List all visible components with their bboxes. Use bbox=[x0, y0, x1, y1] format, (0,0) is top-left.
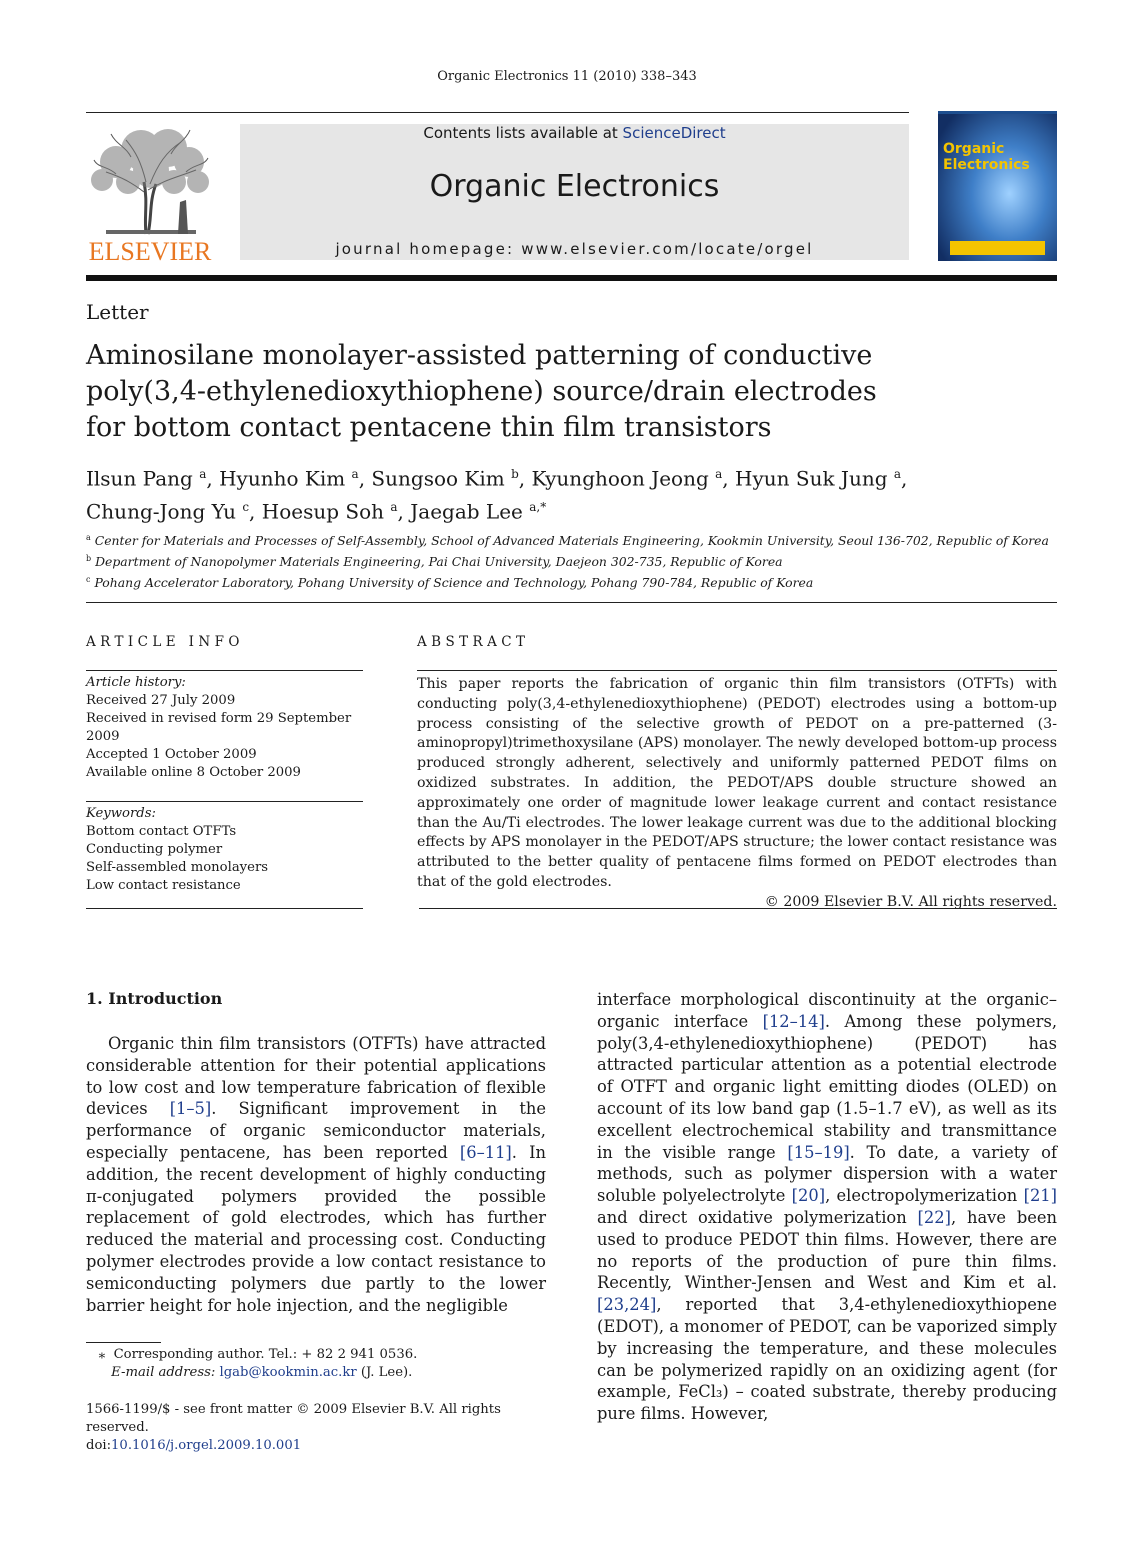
footnote-text: Corresponding author. Tel.: + 82 2 941 0536. bbox=[113, 1347, 418, 1362]
body-text: , electropolymerization bbox=[825, 1186, 1024, 1206]
affiliation: $^a$ Center for Materials and Processes of Self-Assembly, School of Advanced Materials Engineering, Kookmin University, Seoul 136-702, Republic of Korea bbox=[86, 533, 1049, 549]
cover-title-1: Organic bbox=[943, 141, 1005, 157]
author-name: Chung-Jong Yu bbox=[86, 499, 236, 524]
citation-link[interactable]: [15–19] bbox=[787, 1142, 850, 1162]
citation-link[interactable]: [21] bbox=[1023, 1186, 1058, 1206]
body-text: , have been used to produce PEDOT thin films. However, there are no reports of the production of pure thin films. Recently, Winther-Jensen and West and Kim et al. bbox=[597, 1207, 1057, 1293]
history-item: 2009 bbox=[86, 729, 120, 744]
journal-name: Organic Electronics bbox=[429, 169, 720, 204]
body-text: interface morphological discontinuity at the organic–organic interface bbox=[597, 990, 1057, 1031]
citation-link[interactable]: [6–11] bbox=[459, 1142, 512, 1162]
section-rule bbox=[86, 602, 1057, 603]
title-line: Aminosilane monolayer-assisted patterning of conductive bbox=[86, 340, 873, 371]
intro-heading: 1. Introduction bbox=[86, 989, 223, 1008]
author-name: Jaegab Lee bbox=[410, 499, 523, 524]
abstract-heading: ABSTRACT bbox=[417, 634, 530, 650]
info-rule bbox=[86, 670, 363, 671]
keyword: Self-assembled monolayers bbox=[86, 860, 269, 875]
author-affil-mark[interactable]: a bbox=[893, 467, 902, 481]
affiliation: $^b$ Department of Nanopolymer Materials Engineering, Pai Chai University, Daejeon 302-735, Republic of Korea bbox=[86, 554, 783, 570]
body-text: . To date, a variety of methods, such as polymer dispersion with a water soluble polyelectrolyte bbox=[597, 1142, 1057, 1206]
doi-label: doi: bbox=[86, 1438, 112, 1453]
cover-title-2: Electronics bbox=[943, 157, 1030, 173]
intro-column-left bbox=[86, 1033, 546, 1316]
history-item: Received 27 July 2009 bbox=[86, 693, 236, 708]
footnote-mark: ⁎ bbox=[98, 1347, 106, 1362]
sciencedirect-link[interactable]: ScienceDirect bbox=[622, 124, 726, 142]
title-line: for bottom contact pentacene thin film transistors bbox=[86, 412, 772, 443]
author-name: Sungsoo Kim bbox=[371, 466, 505, 491]
author-affil-mark[interactable]: a bbox=[351, 467, 359, 481]
body-text: . In addition, the recent development of highly conducting π-conjugated polymers provided the possible replacement of gold electrodes, which has further reduced the material and processing cost. Conducting polymer electrodes provide a low contact resistance to semiconducting polymers due partly to the lower barrier height for hole injection, and the negligible bbox=[86, 1142, 546, 1315]
citation-link[interactable]: [23,24] bbox=[597, 1295, 657, 1315]
author-affil-mark[interactable]: a bbox=[390, 499, 398, 514]
article-info-heading: ARTICLE INFO bbox=[86, 634, 244, 650]
abstract-copyright: © 2009 Elsevier B.V. All rights reserved. bbox=[764, 893, 1057, 910]
affiliations bbox=[86, 529, 1066, 592]
elsevier-wordmark: ELSEVIER bbox=[88, 237, 212, 264]
article-title bbox=[86, 338, 1046, 446]
email-label: E-mail address: bbox=[111, 1365, 220, 1380]
author-name: Hoesup Soh bbox=[261, 499, 385, 524]
keyword: Bottom contact OTFTs bbox=[86, 824, 237, 839]
citation-link[interactable]: [20] bbox=[791, 1186, 826, 1206]
top-rule bbox=[86, 112, 909, 113]
author-name: Hyun Suk Jung bbox=[735, 466, 888, 491]
intro-column-right bbox=[597, 989, 1057, 1425]
header-rule bbox=[86, 275, 1057, 281]
body-text: and direct oxidative polymerization bbox=[597, 1207, 918, 1227]
author-affil-mark[interactable]: c bbox=[242, 499, 250, 514]
body-text: . Among these polymers, poly(3,4-ethylenedioxythiophene) (PEDOT) has attracted particular attention as a potential electrode of OTFT and organic light emitting diodes (OLED) on account of its low band gap (1.5–1.7 eV), as well as its excellent electrochemical stability and transmittance in the visible range bbox=[597, 1011, 1057, 1162]
history-label: Article history: bbox=[86, 675, 186, 690]
citation-link[interactable]: [12–14] bbox=[762, 1011, 825, 1031]
email-link[interactable]: lgab@kookmin.ac.kr bbox=[219, 1365, 357, 1380]
article-history bbox=[86, 674, 366, 782]
keywords-label: Keywords: bbox=[86, 806, 156, 821]
journal-cover[interactable] bbox=[938, 111, 1057, 261]
author-affil-mark[interactable]: a bbox=[199, 467, 207, 481]
abstract-text: This paper reports the fabrication of organic thin film transistors (OTFTs) with conducting poly(3,4-ethylenedioxythiophene) (PEDOT) electrodes using a bottom-up process consisting of the selective growth of PEDOT on a pre-patterned (3-aminopropyl)trimethoxysilane (APS) monolayer. The newly developed bottom-up process produced strongly adherent, selectively and uniformly patterned PEDOT films on oxidized substrates. In addition, the PEDOT/APS double structure showed an approximately one order of magnitude lower leakage current and contact resistance than the Au/Ti electrodes. The lower leakage current was due to the additional blocking effects by APS monolayer in the PEDOT/APS structure; the lower contact resistance was attributed to the better quality of pentacene films formed on PEDOT electrodes than that of the gold electrodes. bbox=[417, 676, 1057, 890]
body-text: , reported that 3,4-ethylenedioxythiopene (EDOT), a monomer of PEDOT, can be vaporized simply by increasing the temperature, and these molecules can be polymerized rapidly on an oxidizing agent (for example, FeCl₃) – coated substrate, thereby producing pure films. However, bbox=[597, 1295, 1057, 1424]
history-item: Accepted 1 October 2009 bbox=[86, 747, 257, 762]
article-type: Letter bbox=[86, 300, 149, 324]
citation-link[interactable]: [22] bbox=[917, 1207, 951, 1227]
author-name: Hyunho Kim bbox=[219, 466, 346, 491]
author-list: Ilsun Pang $^a$, Hyunho Kim $^a$, Sungsoo Kim $^b$, Kyunghoon Jeong $^a$, Hyun Suk Jung $^a$, Chung-Jong Yu $^c$, Hoesup Soh $^a$, Jaegab Lee $^{a,*}$ bbox=[86, 466, 908, 524]
abstract-rule bbox=[417, 670, 1057, 671]
author-affil-mark[interactable]: b bbox=[511, 467, 519, 481]
front-matter bbox=[86, 1401, 566, 1455]
history-item: Available online 8 October 2009 bbox=[86, 765, 301, 780]
body-text: Organic thin film transistors (OTFTs) have attracted considerable attention for their potential applications to low cost and low temperature fabrication of flexible devices bbox=[86, 1034, 546, 1119]
citation-link[interactable]: [1–5] bbox=[169, 1099, 212, 1119]
keyword: Conducting polymer bbox=[86, 842, 223, 857]
email-suffix: (J. Lee). bbox=[356, 1365, 413, 1380]
journal-banner bbox=[240, 124, 909, 260]
author-affil-mark[interactable]: a bbox=[715, 467, 723, 481]
journal-homepage[interactable]: journal homepage: www.elsevier.com/locate/orgel bbox=[335, 240, 814, 258]
doi-link[interactable]: 10.1016/j.orgel.2009.10.001 bbox=[111, 1438, 302, 1453]
author-name: Ilsun Pang bbox=[86, 466, 193, 491]
corresponding-author-footnote bbox=[86, 1346, 546, 1382]
body-text: . Significant improvement in the performance of organic semiconductor materials, especially pentacene, has been reported bbox=[86, 1099, 546, 1162]
abstract bbox=[417, 675, 1057, 913]
info-rule bbox=[86, 908, 363, 909]
keywords bbox=[86, 805, 366, 895]
contents-prefix: Contents lists available at bbox=[423, 124, 623, 142]
running-head: Organic Electronics 11 (2010) 338–343 bbox=[437, 69, 697, 84]
history-item: Received in revised form 29 September bbox=[86, 711, 352, 726]
keyword: Low contact resistance bbox=[86, 878, 241, 893]
issn-line: 1566-1199/$ - see front matter © 2009 Elsevier B.V. All rights reserved. bbox=[86, 1402, 501, 1435]
contents-line bbox=[240, 124, 909, 142]
title-line: poly(3,4-ethylenedioxythiophene) source/drain electrodes bbox=[86, 376, 877, 407]
info-rule bbox=[86, 801, 363, 802]
affiliation: $^c$ Pohang Accelerator Laboratory, Pohang University of Science and Technology, Pohang 790-784, Republic of Korea bbox=[86, 575, 814, 591]
author-affil-mark[interactable]: a,* bbox=[529, 499, 547, 514]
elsevier-logo[interactable] bbox=[86, 122, 214, 264]
footnote-rule bbox=[86, 1342, 161, 1343]
author-name: Kyunghoon Jeong bbox=[531, 466, 709, 491]
